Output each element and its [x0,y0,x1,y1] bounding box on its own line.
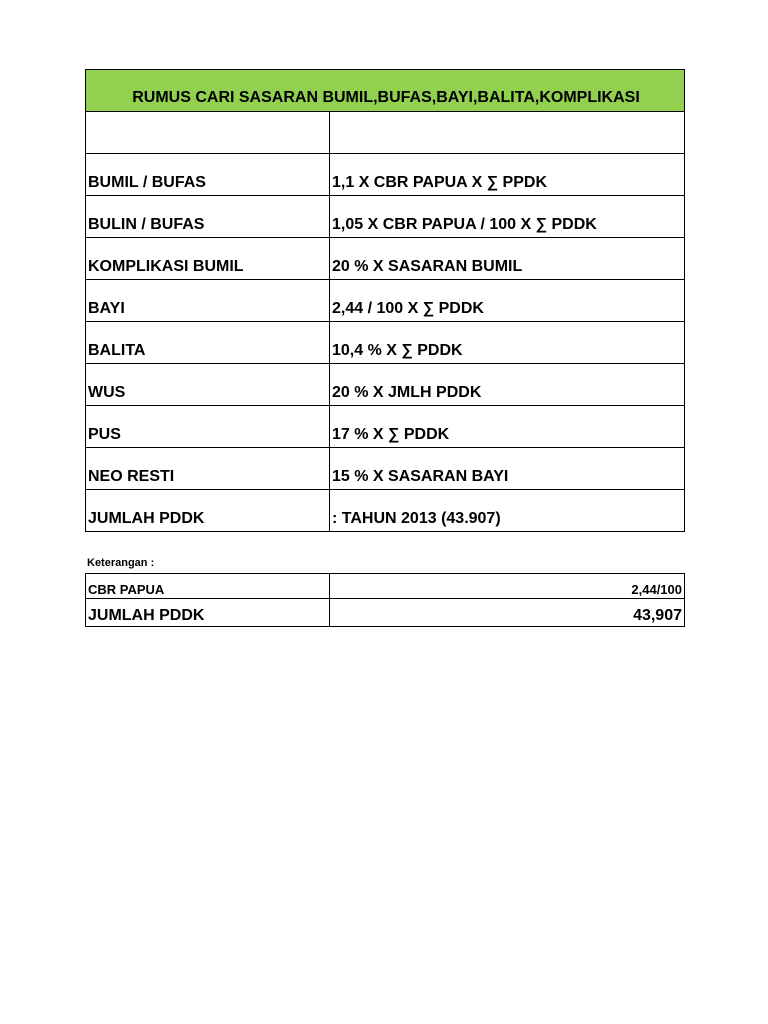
table-row [86,322,685,364]
notes-label: CBR PAPUA [86,574,330,599]
table-row [86,280,685,322]
row-formula: : TAHUN 2013 (43.907) [330,490,685,532]
notes-label: JUMLAH PDDK [86,599,330,627]
row-label: BULIN / BUFAS [86,196,330,238]
table-title-row [86,70,685,112]
table-row [86,196,685,238]
row-formula: 1,05 X CBR PAPUA / 100 X ∑ PDDK [330,196,685,238]
table-row [86,112,685,154]
row-label: BALITA [86,322,330,364]
table-row [86,448,685,490]
row-label: NEO RESTI [86,448,330,490]
table-row [86,238,685,280]
row-label: KOMPLIKASI BUMIL [86,238,330,280]
notes-row [86,574,685,599]
table-title: RUMUS CARI SASARAN BUMIL,BUFAS,BAYI,BALITA,KOMPLIKASI [86,70,685,112]
notes-table [85,573,685,627]
row-formula: 17 % X ∑ PDDK [330,406,685,448]
row-label: JUMLAH PDDK [86,490,330,532]
row-formula [330,112,685,154]
notes-value: 43,907 [330,599,685,627]
table-row [86,490,685,532]
row-label [86,112,330,154]
notes-heading: Keterangan : [87,557,155,569]
row-label: PUS [86,406,330,448]
notes-value: 2,44/100 [330,574,685,599]
formula-table [85,69,685,532]
row-label: WUS [86,364,330,406]
row-formula: 15 % X SASARAN BAYI [330,448,685,490]
row-label: BUMIL / BUFAS [86,154,330,196]
table-row [86,154,685,196]
row-formula: 10,4 % X ∑ PDDK [330,322,685,364]
row-formula: 1,1 X CBR PAPUA X ∑ PPDK [330,154,685,196]
row-label: BAYI [86,280,330,322]
notes-row [86,599,685,627]
row-formula: 20 % X JMLH PDDK [330,364,685,406]
table-row [86,364,685,406]
row-formula: 20 % X SASARAN BUMIL [330,238,685,280]
table-row [86,406,685,448]
row-formula: 2,44 / 100 X ∑ PDDK [330,280,685,322]
